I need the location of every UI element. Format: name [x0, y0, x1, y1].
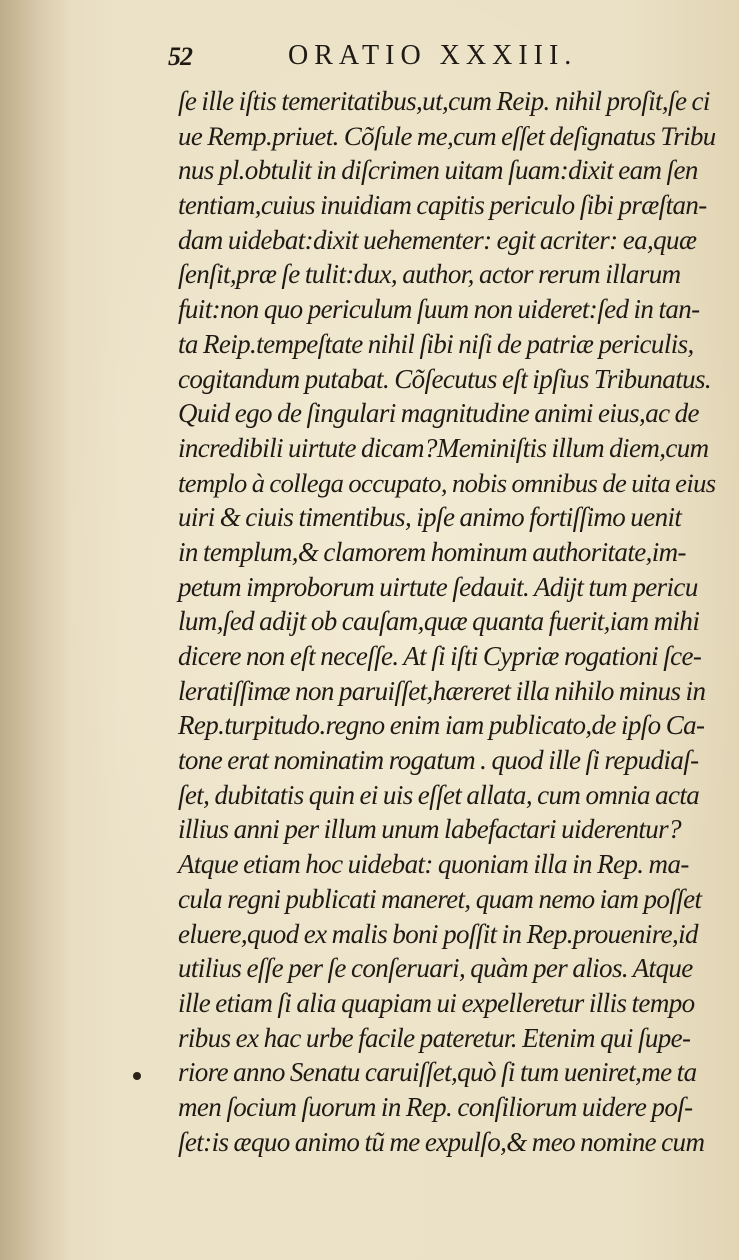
text-line: tone erat nominatim rogatum . quod ille ſi repudiaſ-	[178, 745, 699, 776]
text-line: incredibili uirtute dicam?Meminiſtis illum diem,cum	[178, 432, 709, 463]
text-line: lum,ſed adijt ob cauſam,quæ quanta fuerit,iam mihi	[178, 606, 700, 637]
text-line: Atque etiam hoc uidebat: quoniam illa in Rep. ma-	[178, 849, 689, 880]
text-line: in templum,& clamorem hominum authoritate,im-	[178, 536, 686, 567]
text-line: ſe ille iſtis temeritatibus,ut,cum Reip. nihil proſit,ſe ci	[178, 86, 710, 116]
text-line: leratiſſimæ non paruiſſet,hæreret illa nihilo minus in	[178, 675, 706, 706]
text-line: ue Remp.priuet. Cõſule me,cum eſſet deſignatus Tribu	[178, 120, 716, 151]
text-line: ſenſit,præ ſe tulit:dux, author, actor rerum illarum	[178, 259, 681, 290]
text-line: ſet:is æquo animo tũ me expulſo,& meo nomine cum	[178, 1126, 705, 1157]
text-line: fuit:non quo periculum ſuum non uideret:ſed in tan-	[178, 294, 700, 325]
text-line: petum improborum uirtute ſedauit. Adijt tum pericu	[178, 571, 698, 602]
text-line: tentiam,cuius inuidiam capitis periculo ſibi præſtan-	[178, 190, 707, 221]
text-line: Rep.turpitudo.regno enim iam publicato,de ipſo Ca-	[178, 710, 705, 741]
text-line: men ſocium ſuorum in Rep. conſiliorum uidere poſ-	[178, 1091, 693, 1122]
text-line: dicere non eſt neceſſe. At ſi iſti Cypriæ rogationi ſce-	[178, 641, 702, 671]
text-line: cogitandum putabat. Cõſecutus eſt ipſius Tribunatus.	[178, 363, 712, 394]
gutter-shadow	[0, 0, 70, 1260]
text-line: eluere,quod ex malis boni poſſit in Rep.prouenire,id	[178, 918, 698, 949]
text-line: dam uidebat:dixit uehementer: egit acriter: ea,quæ	[178, 224, 697, 255]
text-line: ſet, dubitatis quin ei uis eſſet allata, cum omnia acta	[178, 779, 700, 810]
page-number: 52	[168, 42, 192, 71]
text-line: uiri & ciuis timentibus, ipſe animo fortiſſimo uenit	[178, 502, 682, 533]
ink-dot-ornament	[133, 1072, 141, 1080]
text-line: ille etiam ſi alia quapiam ui expelleretur illis tempo	[178, 987, 695, 1018]
text-line: utilius eſſe per ſe conſeruari, quàm per alios. Atque	[178, 953, 693, 984]
running-head: ORATIO XXXIII.	[288, 40, 578, 71]
text-line: Quid ego de ſingulari magnitudine animi eius,ac de	[178, 398, 699, 429]
text-line: nus pl.obtulit in diſcrimen uitam ſuam:dixit eam ſen	[178, 155, 698, 186]
text-line: cula regni publicati maneret, quam nemo iam poſſet	[178, 883, 702, 914]
text-line: riore anno Senatu caruiſſet,quò ſi tum ueniret,me ta	[178, 1057, 697, 1088]
body-text	[178, 84, 716, 1159]
text-line: templo à collega occupato, nobis omnibus de uita eius	[178, 467, 716, 498]
text-line: illius anni per illum unum labefactari uiderentur?	[178, 814, 681, 845]
text-line: ribus ex hac urbe facile pateretur. Etenim qui ſupe-	[178, 1022, 691, 1053]
text-line: ta Reip.tempeſtate nihil ſibi niſi de patriæ periculis,	[178, 328, 694, 359]
